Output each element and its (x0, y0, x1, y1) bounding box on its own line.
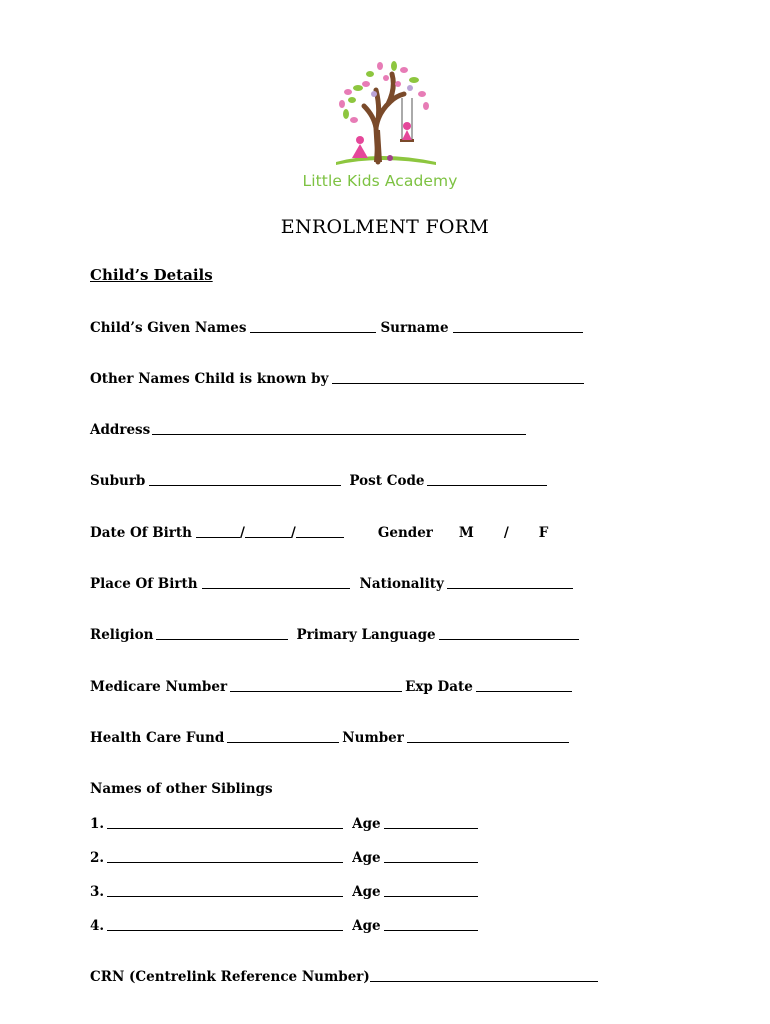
sibling-number: 3. (90, 884, 105, 900)
sibling-number: 4. (90, 918, 105, 934)
place-of-birth-field[interactable] (202, 587, 350, 589)
label-age: Age (352, 918, 381, 934)
sibling-name-field[interactable] (107, 929, 343, 931)
section-title: Child’s Details (90, 266, 213, 284)
label-age: Age (352, 816, 381, 832)
address-field[interactable] (152, 433, 526, 435)
row-health-fund (90, 730, 569, 746)
fund-number-field[interactable] (407, 741, 569, 743)
row-medicare (90, 679, 572, 695)
label-fund-number: Number (342, 730, 404, 746)
sibling-row (90, 816, 478, 832)
label-health-fund: Health Care Fund (90, 730, 225, 746)
sibling-age-field[interactable] (384, 827, 478, 829)
label-given-names: Child’s Given Names (90, 320, 247, 336)
nationality-field[interactable] (447, 587, 573, 589)
dob-day-field[interactable] (196, 536, 240, 538)
other-names-field[interactable] (332, 382, 584, 384)
row-siblings-heading (90, 781, 273, 797)
religion-field[interactable] (156, 638, 288, 640)
label-post-code: Post Code (349, 473, 425, 489)
label-gender: Gender (377, 525, 433, 541)
medicare-number-field[interactable] (230, 690, 402, 692)
row-given-names (90, 320, 583, 336)
given-names-field[interactable] (250, 331, 376, 333)
gender-f-option[interactable]: F (538, 525, 549, 541)
row-crn (90, 969, 598, 985)
sibling-age-field[interactable] (384, 929, 478, 931)
label-primary-language: Primary Language (296, 627, 436, 643)
row-religion (90, 627, 579, 643)
row-other-names (90, 371, 584, 387)
label-crn: CRN (Centrelink Reference Number) (90, 969, 370, 985)
gender-sep: / (503, 525, 509, 541)
dob-year-field[interactable] (296, 536, 344, 538)
crn-field[interactable] (370, 980, 598, 982)
form-title: ENROLMENT FORM (280, 216, 490, 238)
gender-m-option[interactable]: M (458, 525, 474, 541)
row-place-of-birth (90, 576, 573, 592)
siblings-heading: Names of other Siblings (90, 781, 273, 797)
exp-date-field[interactable] (476, 690, 572, 692)
label-age: Age (352, 884, 381, 900)
tree-swing-logo-icon (318, 58, 442, 170)
sibling-name-field[interactable] (107, 895, 343, 897)
label-place-of-birth: Place Of Birth (90, 576, 198, 592)
label-exp-date: Exp Date (405, 679, 473, 695)
post-code-field[interactable] (427, 484, 547, 486)
brand-name: Little Kids Academy (302, 172, 458, 190)
dob-month-field[interactable] (245, 536, 291, 538)
label-religion: Religion (90, 627, 154, 643)
row-dob (90, 525, 548, 541)
label-age: Age (352, 850, 381, 866)
label-suburb: Suburb (90, 473, 146, 489)
logo (300, 58, 460, 198)
sibling-row (90, 884, 478, 900)
dob-sep: / (239, 525, 245, 541)
surname-field[interactable] (453, 331, 583, 333)
row-suburb (90, 473, 547, 489)
primary-language-field[interactable] (439, 638, 579, 640)
row-address (90, 422, 526, 438)
sibling-age-field[interactable] (384, 861, 478, 863)
sibling-row (90, 918, 478, 934)
suburb-field[interactable] (149, 484, 341, 486)
label-other-names: Other Names Child is known by (90, 371, 329, 387)
label-medicare-number: Medicare Number (90, 679, 228, 695)
label-dob: Date Of Birth (90, 525, 192, 541)
sibling-name-field[interactable] (107, 827, 343, 829)
label-surname: Surname (380, 320, 449, 336)
sibling-row (90, 850, 478, 866)
label-address: Address (90, 422, 151, 438)
dob-sep: / (290, 525, 296, 541)
sibling-name-field[interactable] (107, 861, 343, 863)
label-nationality: Nationality (359, 576, 444, 592)
sibling-age-field[interactable] (384, 895, 478, 897)
sibling-number: 2. (90, 850, 105, 866)
sibling-number: 1. (90, 816, 105, 832)
health-fund-field[interactable] (227, 741, 339, 743)
